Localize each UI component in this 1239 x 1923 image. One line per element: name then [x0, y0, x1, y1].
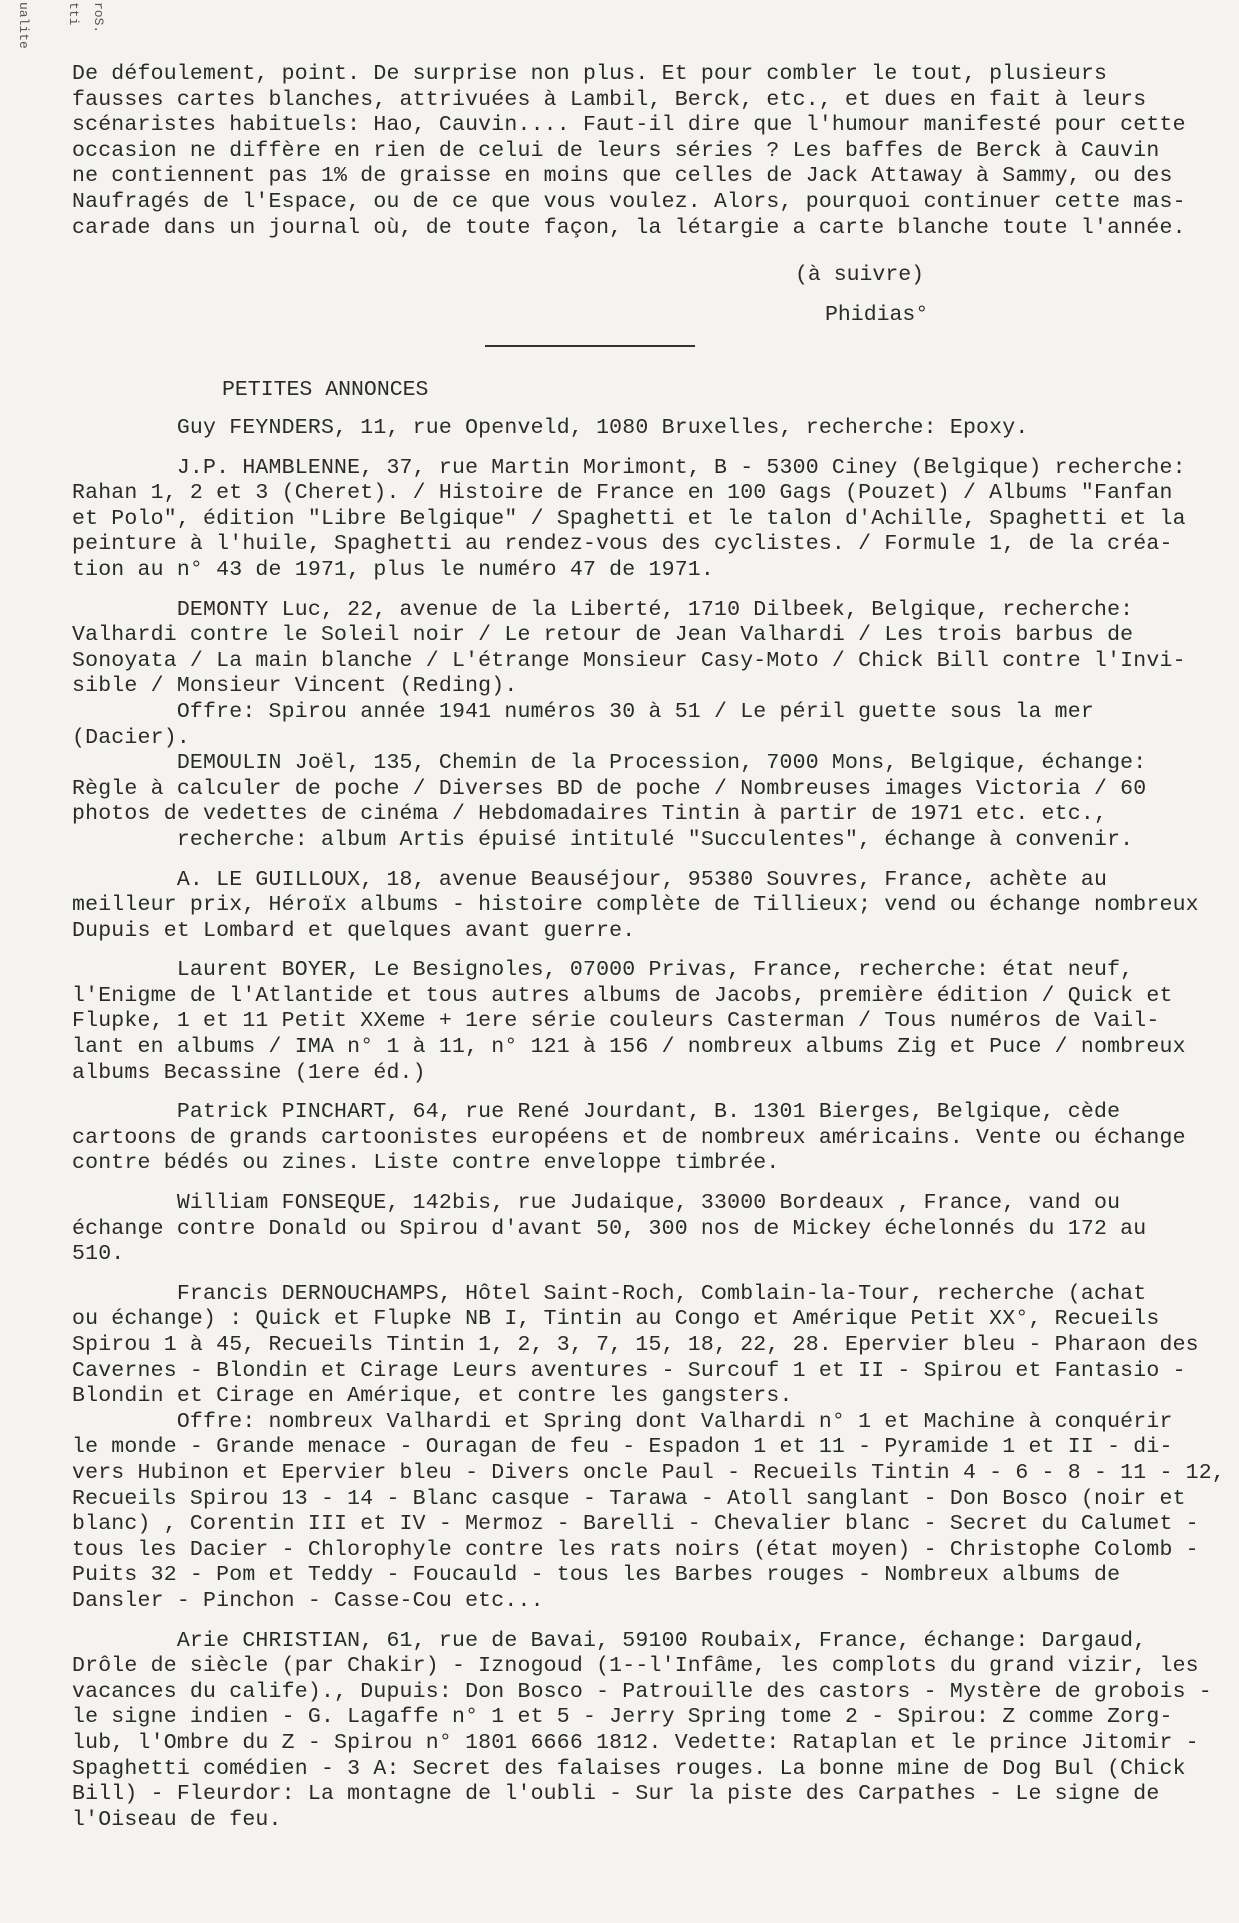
ad-line: lub, l'Ombre du Z - Spirou n° 1801 6666 1812. Vedette: Rataplan et le prince Jitomir - — [72, 1730, 1199, 1755]
ad-line: peinture à l'huile, Spaghetti au rendez-vous des cyclistes. / Formule 1, de la créa- — [72, 532, 1173, 557]
intro-paragraph — [72, 62, 1186, 241]
classified-ad — [72, 867, 1199, 945]
ad-line: Puits 32 - Pom et Teddy - Foucauld - tous les Barbes rouges - Nombreux albums de — [72, 1563, 1121, 1588]
ad-line: William FONSEQUE, 142bis, rue Judaique, 33000 Bordeaux , France, vand ou — [72, 1191, 1121, 1216]
ad-line: Valhardi contre le Soleil noir / Le retour de Jean Valhardi / Les trois barbus de — [72, 623, 1134, 648]
ad-line: Cavernes - Blondin et Cirage Leurs aventures - Surcouf 1 et II - Spirou et Fantasio - — [72, 1358, 1186, 1383]
ad-line: J.P. HAMBLENNE, 37, rue Martin Morimont, B - 5300 Ciney (Belgique) recherche: — [72, 455, 1186, 480]
ad-line: Arie CHRISTIAN, 61, rue de Bavai, 59100 Roubaix, France, échange: Dargaud, — [72, 1628, 1147, 1653]
ad-line: tion au n° 43 de 1971, plus le numéro 47 de 1971. — [72, 557, 715, 582]
ad-line: le monde - Grande menace - Ouragan de feu - Espadon 1 et 11 - Pyramide 1 et II - di- — [72, 1435, 1173, 1460]
ad-line: Drôle de siècle (par Chakir) - Iznogoud (1--l'Infâme, les complots du grand vizir, les — [72, 1654, 1199, 1679]
intro-line: Naufragés de l'Espace, ou de ce que vous voulez. Alors, pourquoi continuer cette mas- — [72, 189, 1186, 214]
ad-line: vacances du calife)., Dupuis: Don Bosco - Patrouille des castors - Mystère de grobois - — [72, 1679, 1212, 1704]
ad-line: Règle à calculer de poche / Diverses BD de poche / Nombreuses images Victoria / 60 — [72, 776, 1147, 801]
ad-line: sible / Monsieur Vincent (Reding). — [72, 674, 518, 699]
intro-line: carade dans un journal où, de toute façon, la létargie a carte blanche toute l'année. — [72, 215, 1186, 240]
ad-line: Spaghetti comédien - 3 A: Secret des falaises rouges. La bonne mine de Dog Bul (Chick — [72, 1756, 1186, 1781]
margin-text-3: tti — [66, 2, 81, 26]
ad-line: Sonoyata / La main blanche / L'étrange Monsieur Casy-Moto / Chick Bill contre l'Invi- — [72, 648, 1186, 673]
classified-ad — [72, 416, 1162, 442]
ad-line: Blondin et Cirage en Amérique, et contre les gangsters. — [72, 1384, 793, 1409]
ad-line: Recueils Spirou 13 - 14 - Blanc casque - Tarawa - Atoll sanglant - Don Bosco (noir et — [72, 1486, 1186, 1511]
margin-text-1: ualite — [16, 2, 31, 49]
ad-line: (Dacier). — [72, 725, 190, 750]
classified-ad — [72, 1100, 1186, 1177]
ad-line: Dansler - Pinchon - Casse-Cou etc... — [72, 1588, 544, 1613]
ad-line: Francis DERNOUCHAMPS, Hôtel Saint-Roch, Comblain-la-Tour, recherche (achat — [72, 1281, 1147, 1306]
classified-ad — [72, 455, 1186, 584]
ad-line: lant en albums / IMA n° 1 à 11, n° 121 à 156 / nombreux albums Zig et Puce / nombreux — [72, 1035, 1186, 1060]
intro-line: De défoulement, point. De surprise non plus. Et pour combler le tout, plusieurs — [72, 62, 1108, 86]
ad-line: le signe indien - G. Lagaffe n° 1 et 5 - Jerry Spring tome 2 - Spirou: Z comme Zorg- — [72, 1705, 1173, 1730]
ad-line: Dupuis et Lombard et quelques avant guerre. — [72, 918, 636, 943]
section-heading: PETITES ANNONCES — [222, 378, 429, 402]
classified-ad — [72, 958, 1186, 1086]
ad-line: blanc) , Corentin III et IV - Mermoz - Barelli - Chevalier blanc - Secret du Calumet - — [72, 1512, 1199, 1537]
ad-line: contre bédés ou zines. Liste contre enveloppe timbrée. — [72, 1151, 780, 1176]
ad-line: Laurent BOYER, Le Besignoles, 07000 Privas, France, recherche: état neuf, — [72, 958, 1134, 983]
ad-line: Guy FEYNDERS, 11, rue Openveld, 1080 Bruxelles, recherche: Epoxy. — [72, 416, 1029, 440]
ad-line: Flupke, 1 et 11 Petit XXeme + 1ere série couleurs Casterman / Tous numéros de Vail- — [72, 1009, 1160, 1034]
ad-line: échange contre Donald ou Spirou d'avant 50, 300 nos de Mickey échelonnés du 172 au — [72, 1216, 1147, 1241]
classified-ad — [72, 1191, 1162, 1268]
classified-ad — [72, 1628, 1212, 1834]
ad-line: albums Becassine (1ere éd.) — [72, 1060, 426, 1085]
ad-line: l'Oiseau de feu. — [72, 1807, 282, 1832]
intro-line: occasion ne diffère en rien de celui de leurs séries ? Les baffes de Berck à Cauvin — [72, 138, 1160, 163]
ad-line: vers Hubinon et Epervier bleu - Divers oncle Paul - Recueils Tintin 4 - 6 - 8 - 11 - 12, — [72, 1460, 1225, 1485]
ad-line: Patrick PINCHART, 64, rue René Jourdant, B. 1301 Bierges, Belgique, cède — [72, 1100, 1121, 1125]
ad-line: l'Enigme de l'Atlantide et tous autres albums de Jacobs, première édition / Quick et — [72, 983, 1173, 1008]
classified-ad — [72, 597, 1186, 854]
ad-line: Rahan 1, 2 et 3 (Cheret). / Histoire de France en 100 Gags (Pouzet) / Albums "Fanfan — [72, 481, 1173, 506]
ad-line: Offre: Spirou année 1941 numéros 30 à 51 / Le péril guette sous la mer — [72, 699, 1094, 724]
intro-line: ne contiennent pas 1% de graisse en moins que celles de Jack Attaway à Sammy, ou des — [72, 164, 1173, 189]
ad-line: Bill) - Fleurdor: La montagne de l'oubli - Sur la piste des Carpathes - Le signe de — [72, 1782, 1160, 1807]
ad-line: DEMOULIN Joël, 135, Chemin de la Procession, 7000 Mons, Belgique, échange: — [72, 751, 1147, 776]
ad-line: Spirou 1 à 45, Recueils Tintin 1, 2, 3, 7, 15, 18, 22, 28. Epervier bleu - Pharaon des — [72, 1333, 1199, 1357]
ad-line: Offre: nombreux Valhardi et Spring dont Valhardi n° 1 et Machine à conquérir — [72, 1409, 1173, 1434]
ad-line: meilleur prix, Héroïx albums - histoire complète de Tillieux; vend ou échange nombreux — [72, 893, 1199, 918]
ad-line: tous les Dacier - Chlorophyle contre les rats noirs (état moyen) - Christophe Colomb - — [72, 1537, 1199, 1562]
ad-line: A. LE GUILLOUX, 18, avenue Beauséjour, 95380 Souvres, France, achète au — [72, 867, 1108, 892]
ad-line: 510. — [72, 1242, 125, 1267]
intro-line: fausses cartes blanches, attrivuées à Lambil, Berck, etc., et dues en fait à leurs — [72, 87, 1147, 112]
to-be-continued: (à suivre) — [795, 263, 925, 287]
intro-line: scénaristes habituels: Hao, Cauvin.... Faut-il dire que l'humour manifesté pour cette — [72, 113, 1186, 138]
margin-text-2: roS. — [91, 2, 106, 34]
ad-line: et Polo", édition "Libre Belgique" / Spaghetti et le talon d'Achille, Spaghetti et la — [72, 506, 1186, 531]
ad-line: ou échange) : Quick et Flupke NB I, Tintin au Congo et Amérique Petit XX°, Recueils — [72, 1307, 1160, 1332]
section-divider — [485, 345, 695, 347]
author-signature: Phidias° — [825, 303, 929, 327]
ad-line: photos de vedettes de cinéma / Hebdomadaires Tintin à partir de 1971 etc. etc., — [72, 802, 1108, 827]
classified-ads — [72, 416, 1225, 1847]
ad-line: recherche: album Artis épuisé intitulé "Succulentes", échange à convenir. — [72, 827, 1134, 852]
ad-line: DEMONTY Luc, 22, avenue de la Liberté, 1710 Dilbeek, Belgique, recherche: — [72, 597, 1134, 622]
ad-line: cartoons de grands cartoonistes européens et de nombreux américains. Vente ou échange — [72, 1125, 1186, 1150]
classified-ad — [72, 1281, 1225, 1615]
